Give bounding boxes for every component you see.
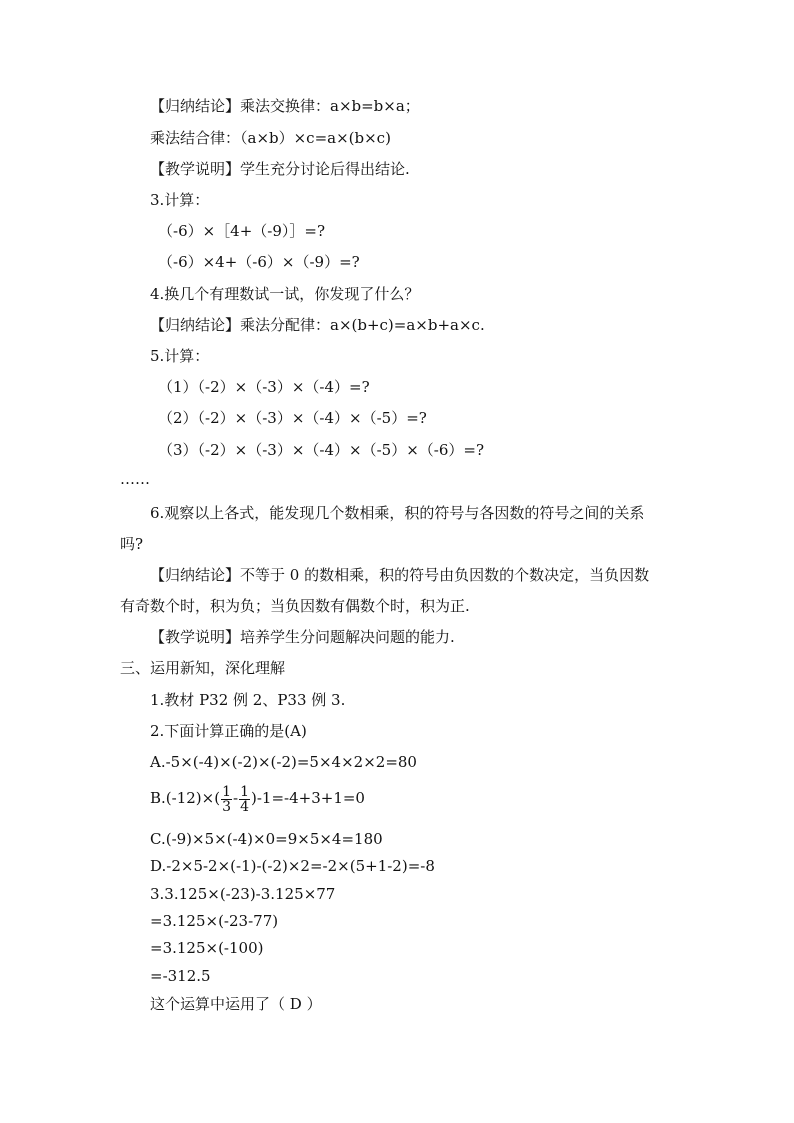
text-line: =-312.5 xyxy=(150,967,211,985)
fraction-minus: - xyxy=(233,789,239,807)
text-line: 【教学说明】学生充分讨论后得出结论. xyxy=(150,160,410,178)
text-line: 5.计算： xyxy=(150,347,210,365)
fraction-numerator: 1 xyxy=(240,783,249,800)
text-line: =3.125×(-100) xyxy=(150,939,264,957)
fraction-denominator: 4 xyxy=(240,798,249,815)
text-line: 【归纳结论】乘法分配律：a×(b+c)=a×b+a×c. xyxy=(150,316,485,334)
fraction-numerator: 1 xyxy=(222,783,231,800)
text-line: C.(-9)×5×(-4)×0=9×5×4=180 xyxy=(150,830,383,848)
text-line: 【归纳结论】不等于 0 的数相乘，积的符号由负因数的个数决定，当负因数 xyxy=(150,566,650,584)
text-line: =3.125×(-23-77) xyxy=(150,912,279,930)
text-line: D.-2×5-2×(-1)-(-2)×2=-2×(5+1-2)=-8 xyxy=(150,857,435,875)
text-line: 1.教材 P32 例 2、P33 例 3. xyxy=(150,691,346,709)
text-line: （-6）×［4+（-9）］=? xyxy=(158,222,326,240)
text-line: 【归纳结论】乘法交换律：a×b=b×a； xyxy=(150,97,420,115)
text-line: A.-5×(-4)×(-2)×(-2)=5×4×2×2=80 xyxy=(150,753,417,771)
text-line: 6.观察以上各式，能发现几个数相乘，积的符号与各因数的符号之间的关系 xyxy=(150,504,645,522)
fraction-one-quarter xyxy=(239,785,250,814)
text-line: 有奇数个时，积为负；当负因数有偶数个时，积为正. xyxy=(120,597,470,615)
text-line: 吗? xyxy=(120,535,144,553)
section-heading: 三、运用新知，深化理解 xyxy=(120,659,286,677)
text-line: （2）（-2）×（-3）×（-4）×（-5）=? xyxy=(158,409,427,427)
text-line: 4.换几个有理数试一试，你发现了什么？ xyxy=(150,285,420,303)
fraction-one-third xyxy=(221,785,232,814)
text-line: （-6）×4+（-6）×（-9）=? xyxy=(158,253,360,271)
text-line: （3）（-2）×（-3）×（-4）×（-5）×（-6）=? xyxy=(158,441,484,459)
text-line: （1）（-2）×（-3）×（-4）=? xyxy=(158,378,370,396)
text-line: 3.3.125×(-23)-3.125×77 xyxy=(150,885,336,903)
text-line: 【教学说明】培养学生分问题解决问题的能力. xyxy=(150,628,455,646)
text-line: 2.下面计算正确的是(A) xyxy=(150,722,307,740)
text-line: 3.计算： xyxy=(150,191,210,209)
text-line: 这个运算中运用了（ D ） xyxy=(150,995,322,1013)
fraction-denominator: 3 xyxy=(222,798,231,815)
fraction-line-suffix: )-1=-4+3+1=0 xyxy=(251,789,365,807)
text-line: …… xyxy=(120,470,150,488)
fraction-line-prefix: B.(-12)×( xyxy=(150,789,221,807)
text-line: 乘法结合律：（a×b）×c=a×(b×c) xyxy=(150,129,391,147)
fraction-line xyxy=(150,780,365,816)
